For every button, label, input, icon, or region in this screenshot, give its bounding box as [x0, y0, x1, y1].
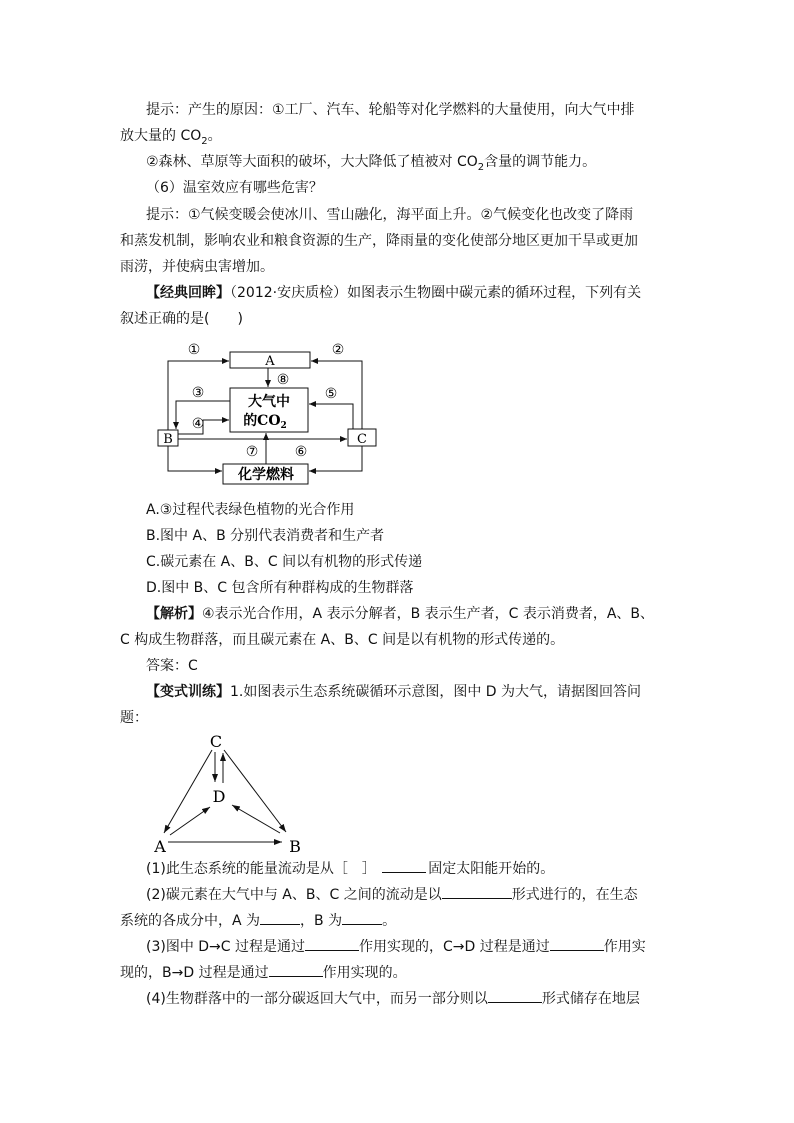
- q1-text-b: 固定太阳能开始的。: [428, 861, 555, 877]
- answer: 答案：C: [146, 658, 198, 674]
- variant-text: 1.如图表示生态系统碳循环示意图，图中 D 为大气，请据图回答问: [230, 684, 642, 700]
- hint1-line2-sub: 2: [201, 135, 208, 147]
- label-atmosphere-2: [243, 412, 287, 431]
- q3-text-b: 作用实现的，C→D 过程是通过: [359, 939, 550, 955]
- q3-line1: [146, 936, 646, 957]
- tri-label-a: A: [154, 837, 166, 856]
- variant-line1: [146, 682, 641, 702]
- classic-line2: 叙述正确的是( ): [120, 311, 243, 327]
- hint2-line2: 和蒸发机制，影响农业和粮食资源的生产，降雨量的变化使部分地区更加干旱或更加: [120, 233, 638, 249]
- q2-text-c: 系统的各成分中，A 为: [120, 913, 261, 929]
- q3-text-d: 现的，B→D 过程是通过: [120, 965, 269, 981]
- q4-text-a: (4)生物群落中的一部分碳返回大气中，而另一部分则以: [146, 991, 488, 1007]
- analysis-line1: [146, 604, 654, 624]
- hint1-line3: [146, 152, 596, 178]
- num-8: ⑧: [276, 372, 290, 388]
- label-atmosphere-2-text: 的CO: [243, 413, 281, 429]
- q2-line2: [120, 910, 396, 931]
- label-atmosphere-2-sub: 2: [280, 421, 287, 431]
- q2-blank-1[interactable]: [442, 884, 512, 899]
- q2-text-d: ，B 为: [300, 913, 343, 929]
- hint2-line3: 雨涝，并使病虫害增加。: [120, 259, 274, 275]
- variant-tag: 【变式训练】: [146, 684, 230, 700]
- num-5: ⑤: [324, 386, 338, 402]
- q3-text-a: (3)图中 D→C 过程是通过: [146, 939, 306, 955]
- label-b: B: [163, 432, 173, 447]
- num-2: ②: [331, 342, 345, 358]
- q2-blank-2[interactable]: [260, 910, 300, 925]
- hint1-line2-post: 。: [207, 128, 222, 144]
- tri-label-d: D: [212, 787, 226, 806]
- hint1-line2-pre: 放大量的 CO: [120, 128, 202, 144]
- option-b: B.图中 A、B 分别代表消费者和生产者: [146, 528, 385, 544]
- q2-line1: [146, 884, 638, 905]
- option-a: A.③过程代表绿色植物的光合作用: [146, 502, 355, 518]
- q1-text-a: (1)此生态系统的能量流动是从［ ］: [146, 861, 376, 877]
- num-6: ⑥: [294, 444, 308, 460]
- triangle-diagram: [150, 732, 310, 857]
- option-d: D.图中 B、C 包含所有种群构成的生物群落: [146, 580, 414, 596]
- q4-line1: [146, 988, 640, 1009]
- q2-text-b: 形式进行的，在生态: [511, 887, 638, 903]
- q1-blank[interactable]: [382, 858, 426, 873]
- option-c: C.碳元素在 A、B、C 间以有机物的形式传递: [146, 554, 423, 570]
- q3-blank-2[interactable]: [550, 936, 604, 951]
- q2-blank-3[interactable]: [342, 910, 382, 925]
- classic-text: （2012·安庆质检）如图表示生物圈中碳元素的循环过程，下列有关: [230, 285, 642, 301]
- q3-text-e: 作用实现的。: [322, 965, 407, 981]
- q2-text-e: 。: [382, 913, 397, 929]
- q2-text-a: (2)碳元素在大气中与 A、B、C 之间的流动是以: [146, 887, 442, 903]
- classic-line1: [146, 283, 641, 303]
- analysis-text: ④表示光合作用，A 表示分解者，B 表示生产者，C 表示消费者，A、B、: [202, 606, 655, 622]
- hint2-line1: 提示：①气候变暖会使冰川、雪山融化，海平面上升。②气候变化也改变了降雨: [146, 207, 634, 223]
- num-3: ③: [191, 385, 205, 401]
- q3-blank-1[interactable]: [305, 936, 359, 951]
- hint1-line3-post: 含量的调节能力。: [484, 154, 597, 170]
- tri-label-b: B: [289, 837, 301, 856]
- q1-line: [146, 858, 554, 879]
- tri-label-c: C: [209, 732, 223, 751]
- classic-tag: 【经典回眸】: [146, 285, 230, 301]
- label-a: A: [265, 354, 275, 369]
- num-7: ⑦: [245, 444, 259, 460]
- label-atmosphere-1: 大气中: [248, 394, 290, 410]
- hint1-line3-sub: 2: [477, 161, 485, 173]
- analysis-tag: 【解析】: [146, 606, 202, 622]
- q3-blank-3[interactable]: [269, 962, 323, 977]
- analysis-line2: C 构成生物群落，而且碳元素在 A、B、C 间是以有机物的形式传递的。: [120, 632, 565, 648]
- hint1-line1: 提示：产生的原因：①工厂、汽车、轮船等对化学燃料的大量使用，向大气中排: [146, 102, 635, 118]
- label-fuel: 化学燃料: [238, 467, 294, 483]
- carbon-cycle-diagram: [148, 336, 388, 486]
- label-c: C: [357, 432, 367, 447]
- num-4: ④: [191, 416, 205, 432]
- q3-text-c: 作用实: [603, 939, 646, 955]
- hint1-line3-pre: ②森林、草原等大面积的破坏，大大降低了植被对 CO: [146, 154, 478, 170]
- question-6: （6）温室效应有哪些危害？: [146, 180, 323, 196]
- hint1-line2: [120, 126, 222, 152]
- q3-line2: [120, 962, 407, 983]
- q4-text-b: 形式储存在地层: [541, 991, 640, 1007]
- variant-line2: 题：: [120, 710, 148, 726]
- q4-blank-1[interactable]: [488, 988, 542, 1003]
- num-1: ①: [187, 342, 201, 358]
